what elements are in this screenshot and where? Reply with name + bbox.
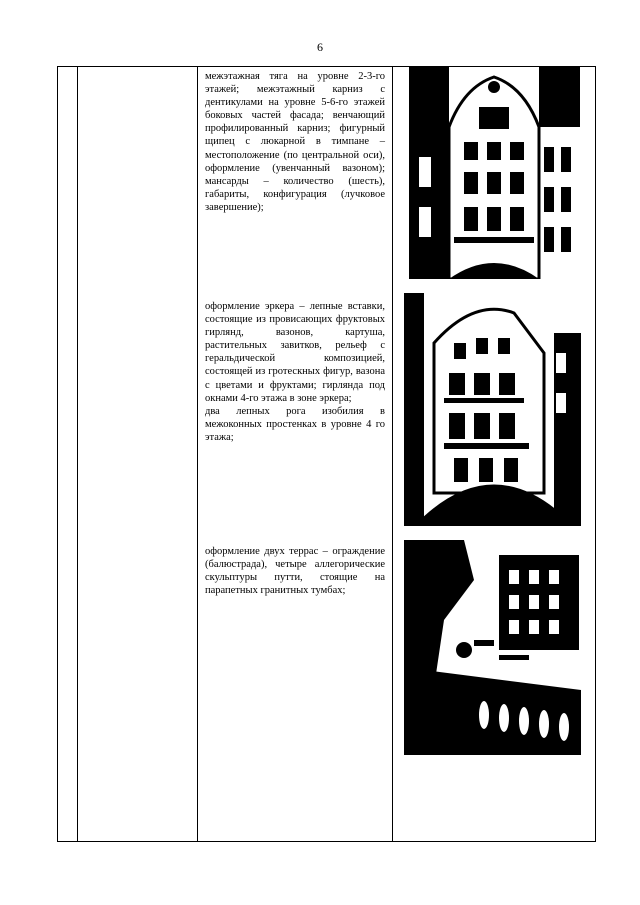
facade-top-photo <box>409 67 580 279</box>
table-col-border-2 <box>77 66 78 842</box>
table-col-border-3 <box>197 66 198 842</box>
row-2-description-text-2: два лепных рога изобилия в межоконных простенках в уровне 4 го этажа; <box>205 405 385 443</box>
bay-window-photo <box>404 293 581 526</box>
table-col-border-1 <box>57 66 58 842</box>
terrace-photo <box>404 540 581 755</box>
table-col-border-5 <box>595 66 596 842</box>
table-col-border-4 <box>392 66 393 842</box>
row-3-description <box>205 545 385 597</box>
row-1-description-text: межэтажная тяга на уровне 2-3-го этажей; межэтажный карниз с дентикулами на уровне 5-6-го этажей боковых частей фасада; венчающий профилированный карниз; фигурный щипец с люкарной в тимпане – местоположение (по центральной оси), оформление (увенчанный вазоном); мансарды – количество (шесть), габариты, конфигурация (лучковое завершение); <box>205 71 385 213</box>
row-3-description-text: оформление двух террас – ограждение (балюстрада), четыре аллегорические скульптуры путти, стоящие на парапетных гранитных тумбах; <box>205 546 385 597</box>
page-number: 6 <box>317 40 323 54</box>
row-2-description-text: оформление эркера – лепные вставки, состоящие из провисающих фруктовых гирлянд, вазонов, картуша, растительных завитков, рельеф с геральдической композицией, состоящей из гротескных фигур, вазона с цветами и фруктами; гирлянда под окнами 4-го этажа в зоне эркера; <box>205 301 385 404</box>
table-bottom-border <box>57 841 595 842</box>
row-1-description <box>205 70 385 214</box>
row-2-description <box>205 300 385 444</box>
